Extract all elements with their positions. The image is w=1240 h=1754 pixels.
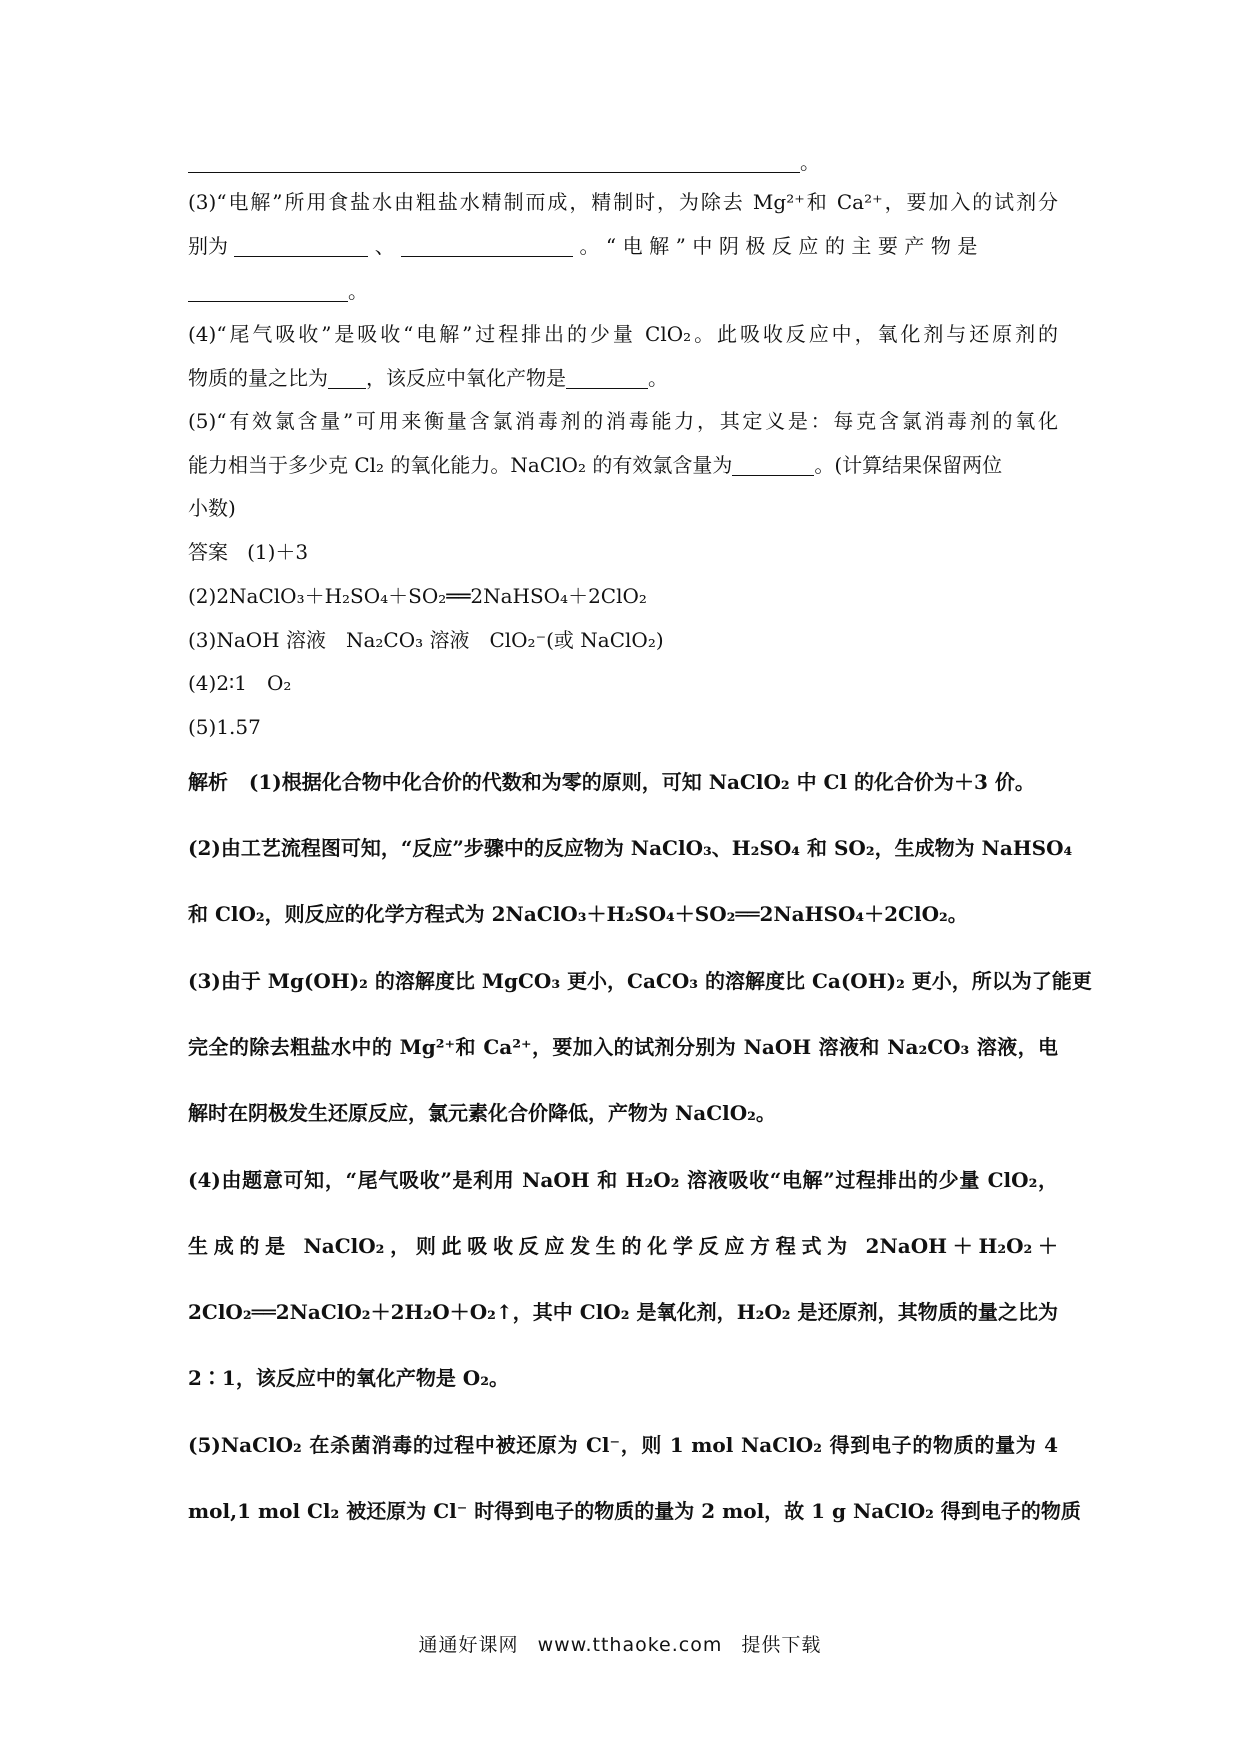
footer-note: 提供下载 xyxy=(741,1634,822,1656)
analysis-p4-line-3: 2ClO₂══2NaClO₂＋2H₂O＋O₂↑，其中 ClO₂ 是氧化剂，H₂O₂ 是还原剂，其物质的量之比为 xyxy=(188,1300,1058,1324)
analysis-p2-line-1: (2)由工艺流程图可知，“反应”步骤中的反应物为 NaClO₃、H₂SO₄ 和 SO₂，生成物为 NaHSO₄ xyxy=(188,836,1073,860)
footer-url[interactable]: www.tthaoke.com xyxy=(537,1634,723,1656)
answer-line-2: (2)2NaClO₃＋H₂SO₄＋SO₂══2NaHSO₄＋2ClO₂ xyxy=(188,584,647,608)
answer-line-3: (3)NaOH 溶液 Na₂CO₃ 溶液 ClO₂⁻(或 NaClO₂) xyxy=(188,628,664,652)
page-footer xyxy=(0,1630,1240,1657)
analysis-label: 解析 xyxy=(188,770,228,794)
analysis-p5-line-2: mol,1 mol Cl₂ 被还原为 Cl⁻ 时得到电子的物质的量为 2 mol，故 1 g NaClO₂ 得到电子的物质 xyxy=(188,1499,1081,1523)
fill-blank[interactable] xyxy=(188,281,348,302)
q3-line-2: 别为 、 。“电解”中阴极反应的主要产物是 xyxy=(188,234,984,258)
q5-line-2: 能力相当于多少克 Cl₂ 的氧化能力。NaClO₂ 的有效氯含量为 。(计算结果保留两位 xyxy=(188,453,1003,477)
q3-line-3: 。 xyxy=(188,277,1058,305)
analysis-p3-line-1: (3)由于 Mg(OH)₂ 的溶解度比 MgCO₃ 更小，CaCO₃ 的溶解度比 Ca(OH)₂ 更小，所以为了能更 xyxy=(188,969,1092,993)
analysis-p5-line-1: (5)NaClO₂ 在杀菌消毒的过程中被还原为 Cl⁻，则 1 mol NaClO₂ 得到电子的物质的量为 4 xyxy=(188,1433,1058,1457)
footer-site: 通通好课网 xyxy=(418,1634,519,1656)
q5-line-1: (5)“有效氯含量”可用来衡量含氯消毒剂的消毒能力，其定义是：每克含氯消毒剂的氧化 xyxy=(188,409,1058,433)
analysis-p1: 解析 (1)根据化合物中化合价的代数和为零的原则，可知 NaClO₂ 中 Cl 的化合价为＋3 价。 xyxy=(188,770,1035,794)
answer-line-1: 答案 (1)＋3 xyxy=(188,540,309,564)
analysis-p3-line-3: 解时在阴极发生还原反应，氯元素化合价降低，产物为 NaClO₂。 xyxy=(188,1101,776,1125)
q4-line-2: 物质的量之比为 ，该反应中氧化产物是 。 xyxy=(188,366,668,390)
q3-line-1: (3)“电解”所用食盐水由粗盐水精制而成，精制时，为除去 Mg²⁺和 Ca²⁺，要加入的试剂分 xyxy=(188,190,1058,214)
fill-blank[interactable] xyxy=(188,152,800,173)
answer-label: 答案 xyxy=(188,540,228,564)
answer-line-5: (5)1.57 xyxy=(188,715,261,739)
analysis-p4-line-1: (4)由题意可知，“尾气吸收”是利用 NaOH 和 H₂O₂ 溶液吸收“电解”过程排出的少量 ClO₂， xyxy=(188,1168,1058,1192)
fill-blank[interactable] xyxy=(234,236,368,257)
q4-line-1: (4)“尾气吸收”是吸收“电解”过程排出的少量 ClO₂。此吸收反应中，氧化剂与还原剂的 xyxy=(188,322,1058,346)
answer-blank-line: 。 xyxy=(188,148,1058,176)
fill-blank[interactable] xyxy=(328,368,366,389)
q5-line-3: 小数) xyxy=(188,496,236,520)
fill-blank[interactable] xyxy=(566,368,648,389)
analysis-p3-line-2: 完全的除去粗盐水中的 Mg²⁺和 Ca²⁺，要加入的试剂分别为 NaOH 溶液和 Na₂CO₃ 溶液，电 xyxy=(188,1035,1058,1059)
answer-line-4: (4)2∶1 O₂ xyxy=(188,671,292,695)
analysis-p2-line-2: 和 ClO₂，则反应的化学方程式为 2NaClO₃＋H₂SO₄＋SO₂══2NaHSO₄＋2ClO₂。 xyxy=(188,902,968,926)
analysis-p4-line-4: 2∶1，该反应中的氧化产物是 O₂。 xyxy=(188,1366,509,1390)
analysis-p4-line-2: 生成的是 NaClO₂，则此吸收反应发生的化学反应方程式为 2NaOH＋H₂O₂＋ xyxy=(188,1234,1058,1258)
fill-blank[interactable] xyxy=(401,236,573,257)
fill-blank[interactable] xyxy=(732,455,814,476)
